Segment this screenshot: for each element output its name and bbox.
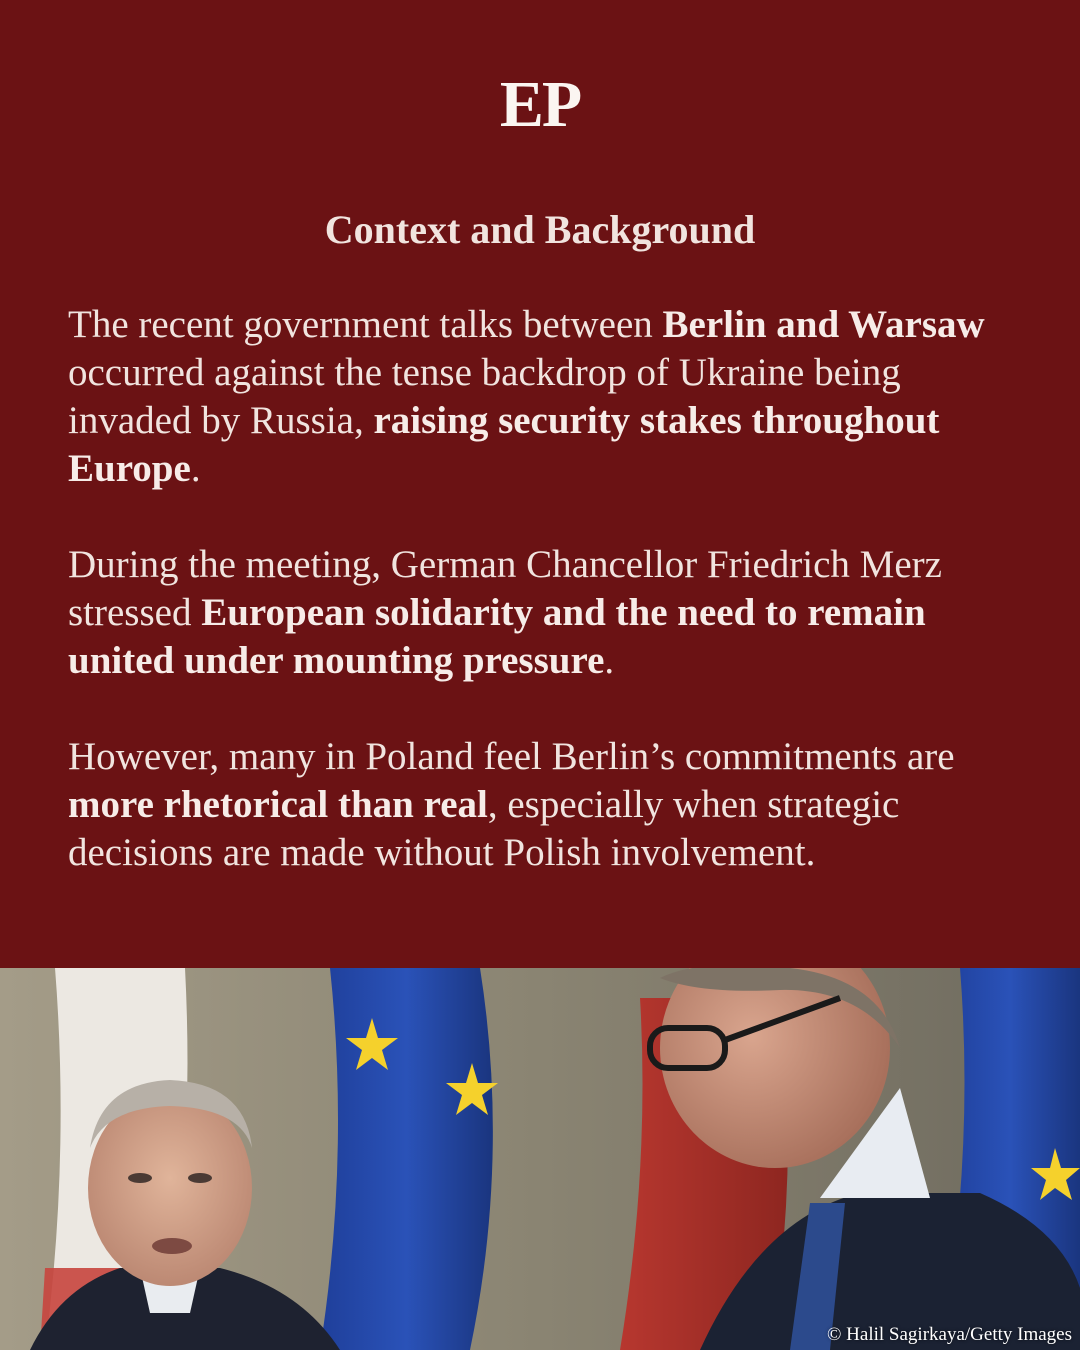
body-text: However, many in Poland feel Berlin’s commitments are bbox=[68, 735, 955, 778]
body-text: The recent government talks between bbox=[68, 303, 663, 346]
photo-credit: © Halil Sagirkaya/Getty Images bbox=[826, 1324, 1072, 1345]
emphasis-text: more rhetorical than real bbox=[68, 783, 488, 826]
body-text: occurred against the tense backdrop of Ukraine being invaded by Russia, bbox=[68, 351, 901, 442]
press-photo bbox=[0, 968, 1080, 1350]
body-text: . bbox=[604, 639, 615, 682]
press-photo-illustration bbox=[0, 968, 1080, 1350]
paragraph-3 bbox=[68, 733, 1018, 877]
emphasis-text: European solidarity and the need to remain united under mounting pressure bbox=[68, 591, 926, 682]
section-heading: Context and Background bbox=[324, 207, 756, 252]
body-text: , especially when strategic decisions are made without Polish involvement. bbox=[68, 783, 900, 874]
paragraph-2 bbox=[68, 541, 1018, 685]
body-text: . bbox=[190, 447, 201, 490]
body-text: During the meeting, German Chancellor Friedrich Merz stressed bbox=[68, 543, 942, 634]
emphasis-text: raising security stakes throughout Europe bbox=[68, 399, 940, 490]
paragraph-1 bbox=[68, 301, 1018, 493]
brand-logo: EP bbox=[499, 68, 581, 141]
emphasis-text: Berlin and Warsaw bbox=[662, 303, 985, 346]
